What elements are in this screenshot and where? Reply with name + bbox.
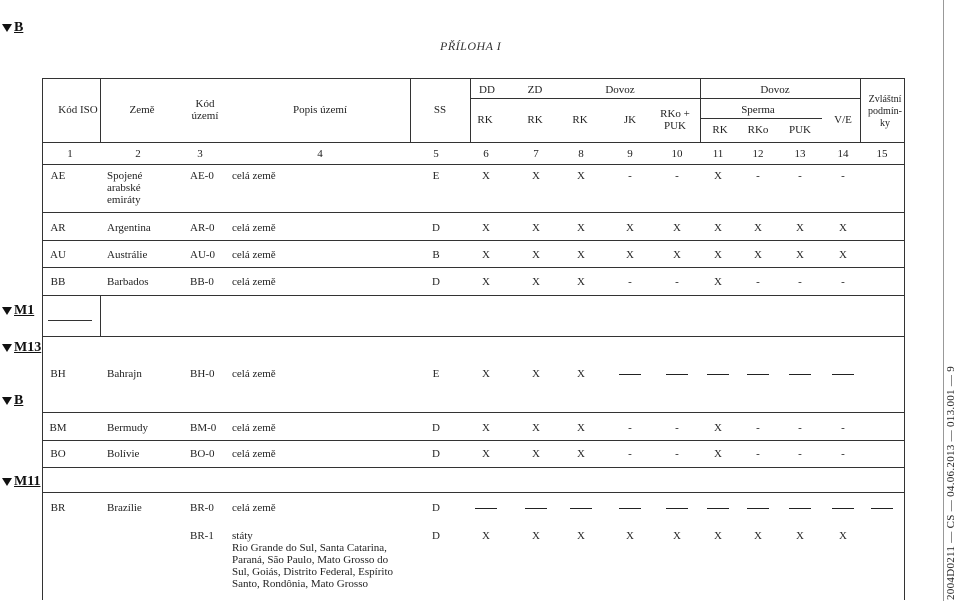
cell-value: X bbox=[532, 448, 540, 460]
header-rk-2: RK bbox=[527, 114, 543, 126]
header-rk-4: RK bbox=[712, 124, 728, 136]
cell-iso: BH bbox=[50, 368, 66, 380]
triangle-down-icon bbox=[2, 478, 12, 486]
cell-value: X bbox=[714, 249, 722, 261]
cell-value: X bbox=[714, 170, 722, 182]
cell-popis: celá země bbox=[232, 448, 276, 460]
cell-ss: D bbox=[432, 448, 440, 460]
cell-value: X bbox=[532, 368, 540, 380]
cell-kod-uzemi: AU-0 bbox=[190, 249, 216, 261]
cell-kod-uzemi: BM-0 bbox=[190, 422, 217, 434]
cell-value: X bbox=[796, 222, 804, 234]
cell-value: X bbox=[754, 530, 762, 542]
cell-value: X bbox=[714, 276, 722, 288]
cell-value-dash bbox=[832, 508, 854, 509]
cell-value: - bbox=[841, 448, 845, 460]
cell-value: X bbox=[626, 530, 634, 542]
cell-value: - bbox=[756, 170, 760, 182]
cell-value-dash bbox=[666, 374, 688, 375]
cell-value: X bbox=[482, 249, 490, 261]
cell-value: X bbox=[577, 170, 585, 182]
header-ss: SS bbox=[433, 104, 447, 116]
cell-ss: E bbox=[432, 170, 440, 182]
header-rko: RKo bbox=[747, 124, 769, 136]
cell-value: X bbox=[839, 222, 847, 234]
header-dovoz-2: Dovoz bbox=[760, 84, 790, 96]
cell-ss: D bbox=[432, 502, 440, 514]
triangle-down-icon bbox=[2, 344, 12, 352]
cell-popis: celá země bbox=[232, 170, 276, 182]
cell-value-dash bbox=[789, 374, 811, 375]
cell-value: X bbox=[714, 448, 722, 460]
cell-popis: celá země bbox=[232, 276, 276, 288]
cell-value: X bbox=[482, 530, 490, 542]
cell-zeme: Austrálie bbox=[107, 249, 148, 261]
cell-value-dash bbox=[619, 508, 641, 509]
amendment-marker-m1[interactable]: M1 bbox=[2, 303, 34, 319]
cell-value: X bbox=[577, 249, 585, 261]
header-ve: V/E bbox=[834, 114, 852, 126]
cell-value: - bbox=[628, 276, 632, 288]
cell-value-dash bbox=[570, 508, 592, 509]
amendment-marker-b-top[interactable]: B bbox=[2, 20, 23, 36]
cell-value: - bbox=[841, 276, 845, 288]
cell-value: X bbox=[577, 276, 585, 288]
cell-popis: celá země bbox=[232, 502, 276, 514]
cell-value: - bbox=[628, 448, 632, 460]
cell-kod-uzemi: BB-0 bbox=[190, 276, 214, 288]
cell-value: X bbox=[532, 222, 540, 234]
cell-value: - bbox=[675, 276, 679, 288]
cell-value: X bbox=[714, 222, 722, 234]
cell-kod-uzemi: BO-0 bbox=[190, 448, 215, 460]
cell-value: X bbox=[673, 249, 681, 261]
header-zvlastni-podminky: Zvláštní podmín- ky bbox=[868, 94, 902, 129]
header-rk-1: RK bbox=[477, 114, 493, 126]
cell-value: - bbox=[628, 170, 632, 182]
header-rk-3: RK bbox=[572, 114, 588, 126]
amendment-marker-b-mid[interactable]: B bbox=[2, 393, 23, 409]
cell-value: - bbox=[675, 422, 679, 434]
cell-ss: D bbox=[432, 422, 440, 434]
cell-value: X bbox=[482, 276, 490, 288]
cell-iso: AU bbox=[50, 249, 66, 261]
header-kod-uzemi: Kód území bbox=[191, 98, 219, 122]
cell-value: X bbox=[482, 448, 490, 460]
header-zeme: Země bbox=[129, 104, 155, 116]
cell-value: - bbox=[841, 170, 845, 182]
margin-rule bbox=[943, 0, 944, 601]
cell-value: X bbox=[532, 249, 540, 261]
cell-popis: celá země bbox=[232, 222, 276, 234]
cell-value-dash bbox=[747, 508, 769, 509]
cell-value-dash bbox=[666, 508, 688, 509]
cell-value-dash bbox=[619, 374, 641, 375]
cell-popis: celá země bbox=[232, 368, 276, 380]
cell-value: X bbox=[796, 530, 804, 542]
cell-iso: BO bbox=[50, 448, 66, 460]
cell-popis: celá země bbox=[232, 249, 276, 261]
cell-value: X bbox=[839, 530, 847, 542]
cell-value: X bbox=[482, 422, 490, 434]
header-popis: Popis území bbox=[292, 104, 348, 116]
header-sperma: Sperma bbox=[741, 104, 775, 116]
cell-value: X bbox=[577, 368, 585, 380]
triangle-down-icon bbox=[2, 397, 12, 405]
cell-value: X bbox=[839, 249, 847, 261]
cell-value: X bbox=[532, 530, 540, 542]
header-jk: JK bbox=[623, 114, 637, 126]
cell-value: X bbox=[714, 530, 722, 542]
cell-kod-uzemi: BH-0 bbox=[190, 368, 215, 380]
cell-value-dash bbox=[871, 508, 893, 509]
cell-value: X bbox=[754, 249, 762, 261]
cell-value-dash bbox=[832, 374, 854, 375]
cell-kod-uzemi: AR-0 bbox=[190, 222, 215, 234]
header-dd: DD bbox=[479, 84, 495, 96]
cell-value: - bbox=[756, 422, 760, 434]
cell-value-dash bbox=[525, 508, 547, 509]
cell-zeme: Brazílie bbox=[107, 502, 142, 514]
cell-value: X bbox=[714, 422, 722, 434]
cell-value: X bbox=[482, 222, 490, 234]
cell-iso: AR bbox=[50, 222, 66, 234]
cell-zeme: Argentina bbox=[107, 222, 151, 234]
cell-popis: celá země bbox=[232, 422, 276, 434]
cell-value: X bbox=[754, 222, 762, 234]
cell-ss: E bbox=[432, 368, 440, 380]
cell-value: - bbox=[798, 170, 802, 182]
cell-value: X bbox=[532, 276, 540, 288]
cell-value: X bbox=[532, 170, 540, 182]
cell-zeme: Spojené arabské emiráty bbox=[107, 170, 143, 206]
cell-value: X bbox=[673, 222, 681, 234]
cell-value: - bbox=[675, 170, 679, 182]
cell-value-dash bbox=[707, 508, 729, 509]
cell-value: X bbox=[577, 448, 585, 460]
cell-value: - bbox=[756, 448, 760, 460]
cell-value-dash bbox=[747, 374, 769, 375]
cell-value-dash bbox=[475, 508, 497, 509]
header-zd: ZD bbox=[527, 84, 543, 96]
cell-value: - bbox=[841, 422, 845, 434]
cell-value-dash bbox=[707, 374, 729, 375]
cell-iso: BB bbox=[50, 276, 66, 288]
cell-popis: státy Rio Grande do Sul, Santa Catarina, Paraná, São Paulo, Mato Grosso do Sul, Goiás, Distrito Federal, Espírito Santo, Rondônia, Mato Grosso bbox=[232, 530, 394, 590]
document-reference: 2004D0211 — CS — 04.06.2013 — 013.001 — 9 bbox=[945, 365, 957, 600]
cell-value: - bbox=[798, 276, 802, 288]
cell-iso: BR bbox=[50, 502, 66, 514]
amendment-marker-m13[interactable]: M13 bbox=[2, 340, 41, 356]
header-rko-puk: RKo + PUK bbox=[660, 108, 690, 132]
cell-iso: AE bbox=[50, 170, 66, 182]
header-kod-iso: Kód ISO bbox=[58, 104, 98, 116]
cell-value: X bbox=[577, 222, 585, 234]
cell-kod-uzemi: AE-0 bbox=[190, 170, 214, 182]
cell-value: - bbox=[798, 448, 802, 460]
cell-zeme: Bermudy bbox=[107, 422, 148, 434]
cell-zeme: Bahrajn bbox=[107, 368, 142, 380]
cell-value: X bbox=[532, 422, 540, 434]
cell-value: X bbox=[482, 170, 490, 182]
triangle-down-icon bbox=[2, 24, 12, 32]
cell-iso: BM bbox=[49, 422, 67, 434]
cell-value: X bbox=[482, 368, 490, 380]
cell-ss: D bbox=[432, 276, 440, 288]
cell-ss: D bbox=[432, 222, 440, 234]
header-dovoz-1: Dovoz bbox=[605, 84, 635, 96]
cell-value: X bbox=[796, 249, 804, 261]
cell-ss: D bbox=[432, 530, 440, 542]
cell-value: X bbox=[626, 249, 634, 261]
cell-value: X bbox=[626, 222, 634, 234]
cell-zeme: Barbados bbox=[107, 276, 149, 288]
cell-value: - bbox=[756, 276, 760, 288]
cell-value: X bbox=[673, 530, 681, 542]
cell-zeme: Bolívie bbox=[107, 448, 140, 460]
cell-value: - bbox=[798, 422, 802, 434]
amendment-marker-m11[interactable]: M11 bbox=[2, 474, 40, 490]
cell-value: X bbox=[577, 530, 585, 542]
cell-value-dash bbox=[789, 508, 811, 509]
header-puk: PUK bbox=[788, 124, 811, 136]
page-title: PŘÍLOHA I bbox=[440, 39, 502, 53]
cell-kod-uzemi: BR-0 bbox=[190, 502, 214, 514]
cell-value: - bbox=[628, 422, 632, 434]
cell-kod-uzemi: BR-1 bbox=[190, 530, 214, 542]
cell-value: X bbox=[577, 422, 585, 434]
triangle-down-icon bbox=[2, 307, 12, 315]
cell-value: - bbox=[675, 448, 679, 460]
cell-ss: B bbox=[432, 249, 440, 261]
